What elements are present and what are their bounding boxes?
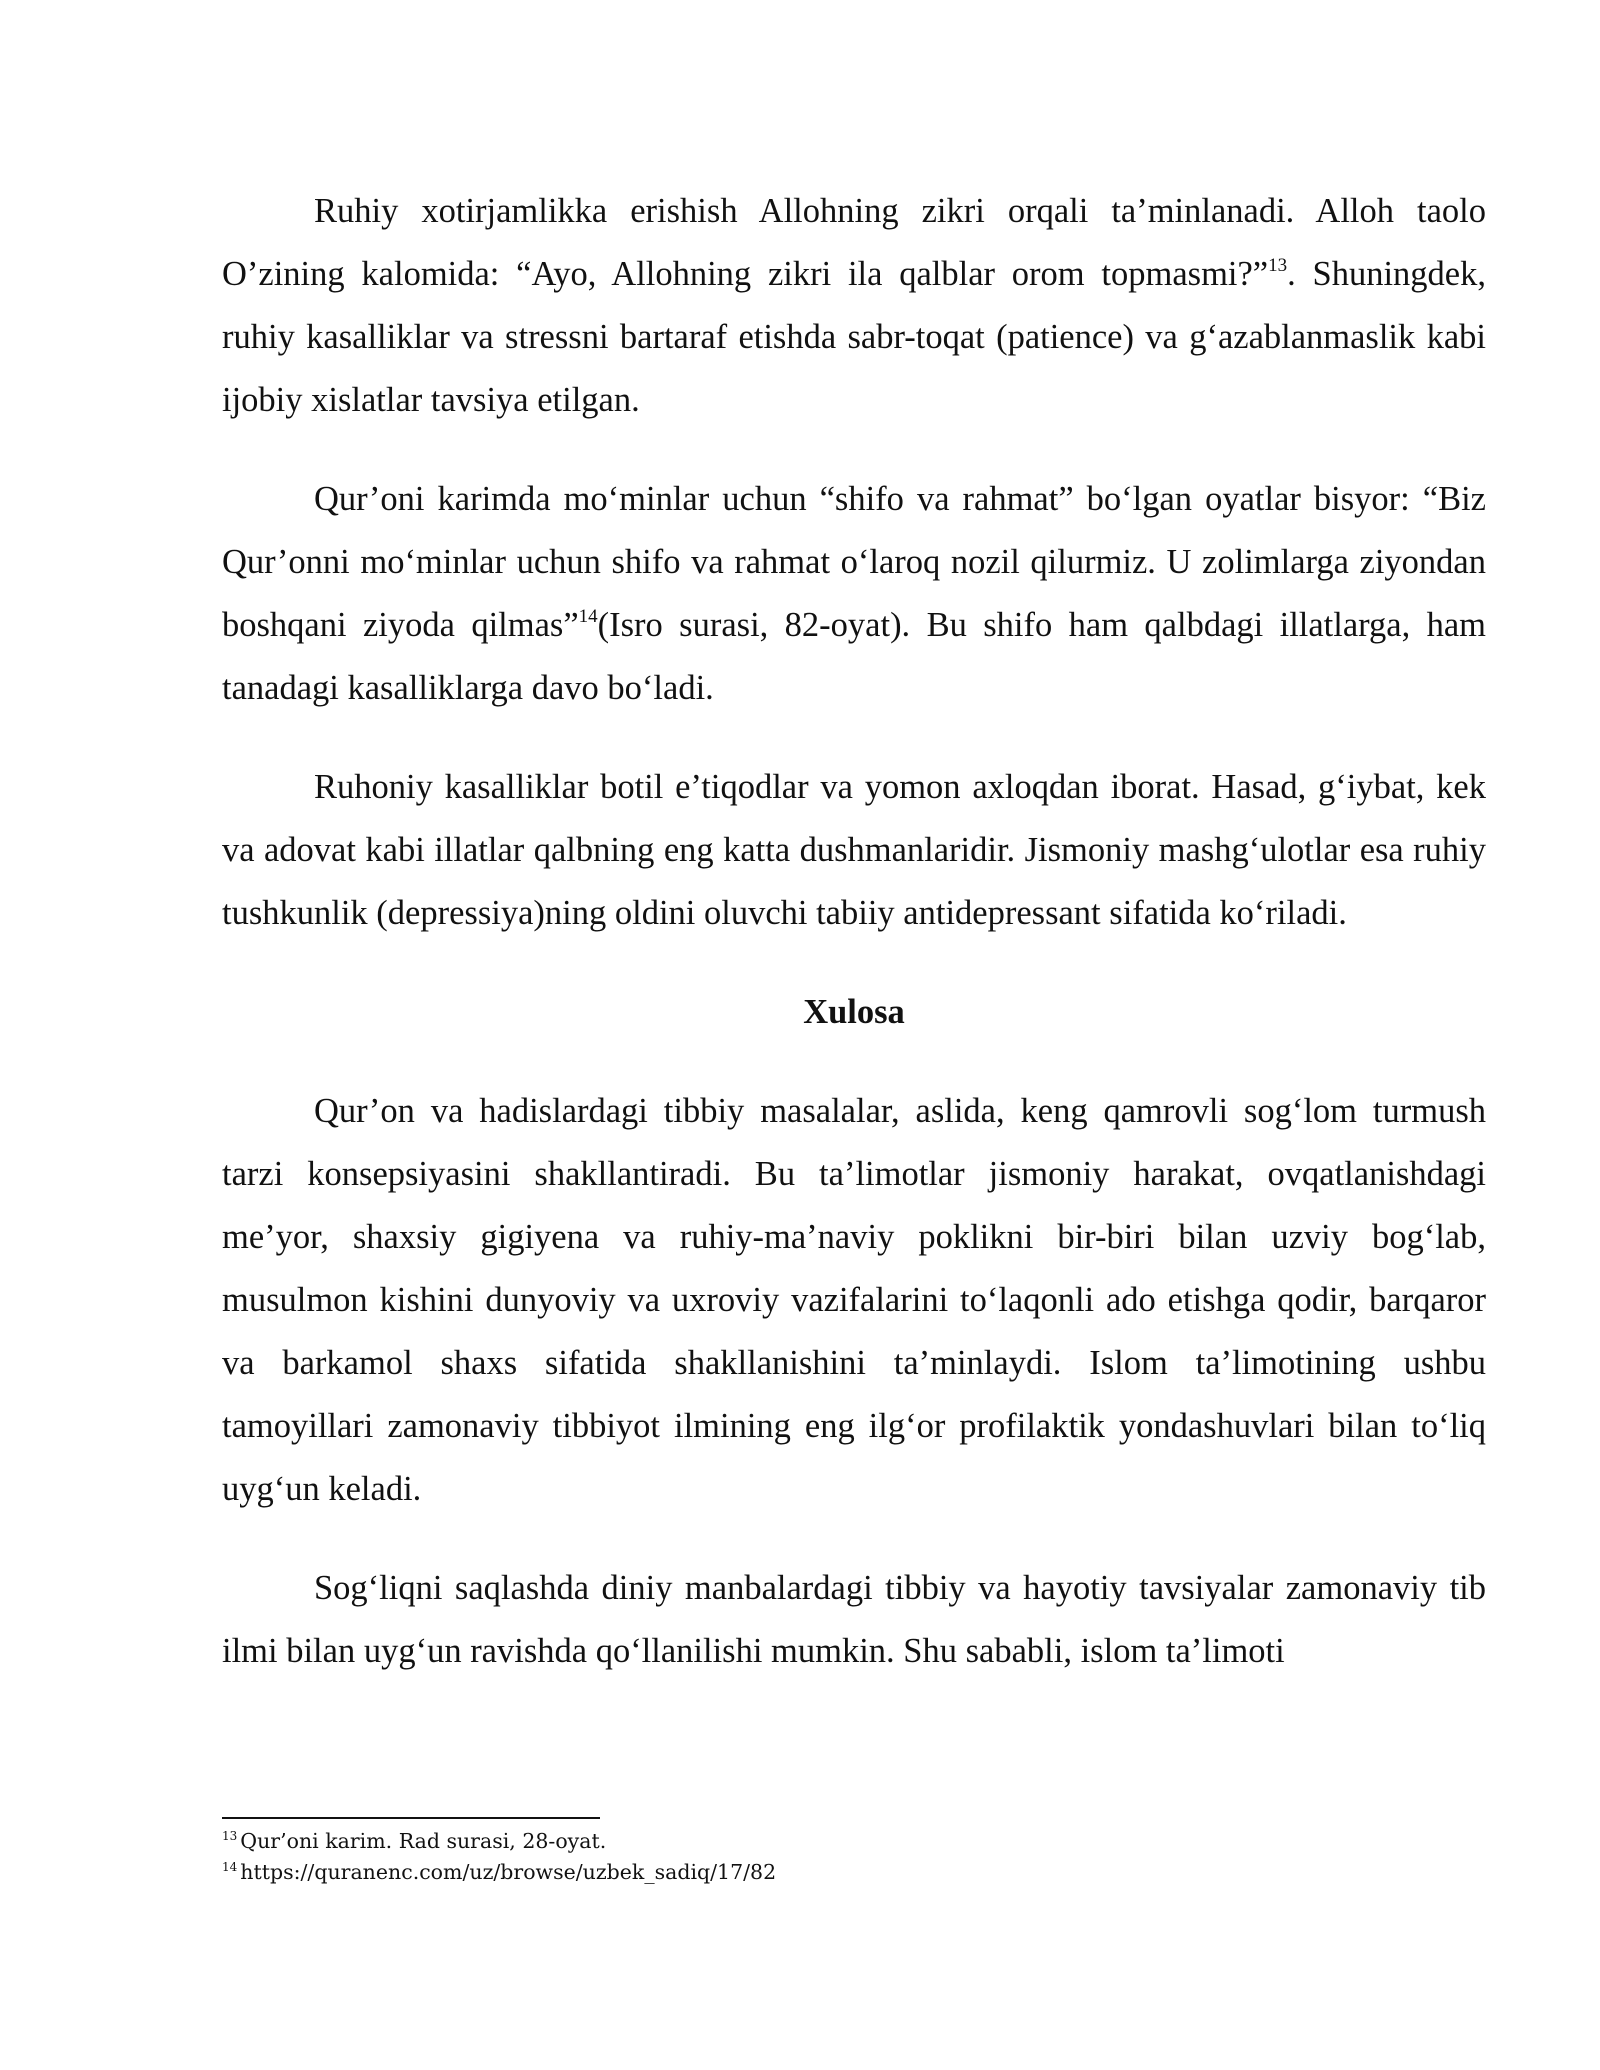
footnote-reference[interactable]: 14 (578, 606, 598, 627)
footnote-number: 13 (222, 1829, 238, 1843)
paragraph: Ruhoniy kasalliklar botil e’tiqodlar va yomon axloqdan iborat. Hasad, g‘iybat, kek va adovat kabi illatlar qalbning eng katta dushmanlaridir. Jismoniy mashg‘ulotlar esa ruhiy tushkunlik (depressiya)ning oldini oluvchi tabiiy antidepressant sifatida ko‘riladi. (222, 768, 1486, 932)
footnote-separator (222, 1817, 600, 1819)
footnote (222, 1826, 1486, 1857)
paragraph (222, 180, 1486, 432)
paragraph-text: . Shuningdek, ruhiy kasalliklar va stressni bartaraf etishda sabr-toqat (patience) va g‘azablanmaslik kabi ijobiy xislatlar tavsiya etilgan. (222, 255, 1486, 419)
footnote-text: Qur’oni karim. Rad surasi, 28-oyat. (240, 1829, 607, 1853)
section-heading: Xulosa (803, 993, 905, 1031)
footnote (222, 1857, 1486, 1888)
footnote-link[interactable]: https://quranenc.com/uz/browse/uzbek_sadiq/17/82 (240, 1860, 777, 1884)
footnote-reference[interactable]: 13 (1268, 255, 1288, 276)
footnotes (222, 1826, 1486, 1888)
footnote-number: 14 (222, 1860, 238, 1874)
paragraph (222, 468, 1486, 720)
paragraph: Sog‘liqni saqlashda diniy manbalardagi tibbiy va hayotiy tavsiyalar zamonaviy tib ilmi bilan uyg‘un ravishda qo‘llanilishi mumkin. Shu sababli, islom ta’limoti (222, 1569, 1486, 1670)
paragraph-text: Qur’oni karimda mo‘minlar uchun “shifo va rahmat” bo‘lgan oyatlar bisyor: “Biz Qur’onni mo‘minlar uchun shifo va rahmat o‘laroq nozil qilurmiz. U zolimlarga ziyondan boshqani ziyoda qilmas” (222, 480, 1486, 644)
paragraph-text: (Isro surasi, 82-oyat). Bu shifo ham qalbdagi illatlarga, ham tanadagi kasalliklarga davo bo‘ladi. (222, 606, 1487, 707)
body-text (222, 180, 1486, 1683)
paragraph-text: Ruhiy xotirjamlikka erishish Allohning zikri orqali ta’minlanadi. Alloh taolo O’zining kalomida: “Ayo, Allohning zikri ila qalblar orom topmasmi?” (222, 192, 1486, 293)
paragraph: Qur’on va hadislardagi tibbiy masalalar, aslida, keng qamrovli sog‘lom turmush tarzi konsepsiyasini shakllantiradi. Bu ta’limotlar jismoniy harakat, ovqatlanishdagi me’yor, shaxsiy gigiyena va ruhiy-ma’naviy poklikni bir-biri bilan uzviy bog‘lab, musulmon kishini dunyoviy va uxroviy vazifalarini to‘laqonli ado etishga qodir, barqaror va barkamol shaxs sifatida shakllanishini ta’minlaydi. Islom ta’limotining ushbu tamoyillari zamonaviy tibbiyot ilmining eng ilg‘or profilaktik yondashuvlari bilan to‘liq uyg‘un keladi. (222, 1092, 1486, 1508)
